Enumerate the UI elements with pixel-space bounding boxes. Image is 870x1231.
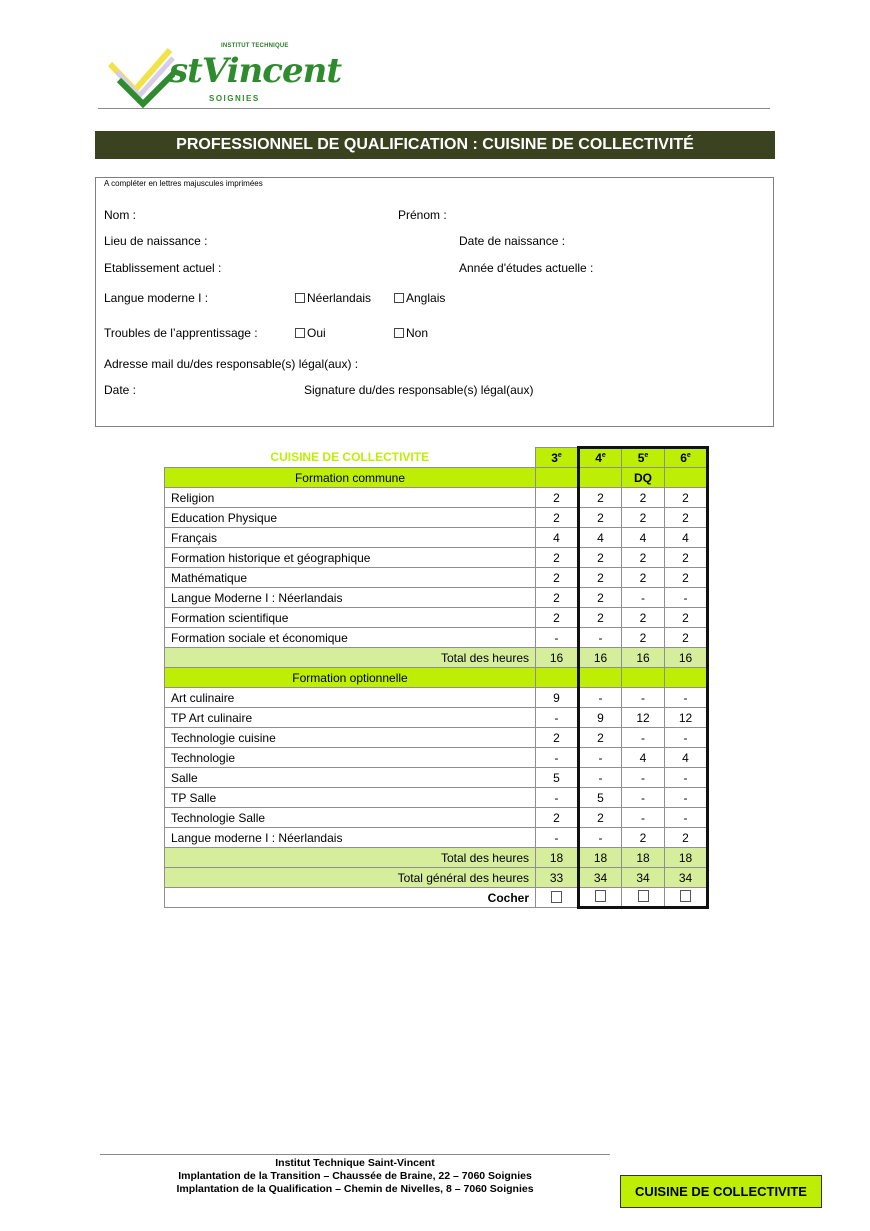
hours-value: 4 bbox=[622, 528, 665, 548]
form-instruction: A compléter en lettres majuscules imprimées bbox=[104, 179, 263, 188]
section-mark bbox=[536, 468, 579, 488]
checkbox-anglais[interactable] bbox=[394, 291, 445, 305]
logo-line1: INSTITUT TECHNIQUE bbox=[221, 43, 289, 49]
hours-value: - bbox=[536, 748, 579, 768]
subject-label: Langue moderne I : Néerlandais bbox=[165, 828, 536, 848]
table-row bbox=[165, 708, 708, 728]
total-value: 18 bbox=[665, 848, 708, 868]
hours-value: 4 bbox=[622, 748, 665, 768]
hours-value: - bbox=[536, 628, 579, 648]
hours-value: 2 bbox=[579, 608, 622, 628]
hours-value: 2 bbox=[665, 828, 708, 848]
hours-value: 2 bbox=[536, 608, 579, 628]
hours-value: - bbox=[622, 588, 665, 608]
hours-value: - bbox=[579, 828, 622, 848]
subject-label: TP Art culinaire bbox=[165, 708, 536, 728]
section-mark bbox=[579, 468, 622, 488]
hours-value: - bbox=[665, 728, 708, 748]
total-value: 18 bbox=[536, 848, 579, 868]
section-mark bbox=[622, 668, 665, 688]
grand-total-value: 33 bbox=[536, 868, 579, 888]
date-field[interactable]: Date : bbox=[104, 383, 137, 397]
hours-value: - bbox=[579, 688, 622, 708]
hours-value: 4 bbox=[536, 528, 579, 548]
year-header: 3e bbox=[536, 448, 579, 468]
footer-qualification-address: Implantation de la Qualification – Chemin de Nivelles, 8 – 7060 Soignies bbox=[176, 1183, 534, 1195]
hours-value: 2 bbox=[579, 548, 622, 568]
table-row bbox=[165, 688, 708, 708]
hours-value: 2 bbox=[579, 728, 622, 748]
total-row bbox=[165, 648, 708, 668]
header-divider bbox=[98, 108, 770, 109]
hours-value: 4 bbox=[665, 528, 708, 548]
hours-value: 2 bbox=[622, 568, 665, 588]
page-title: PROFESSIONNEL DE QUALIFICATION : CUISINE DE COLLECTIVITÉ bbox=[95, 131, 775, 159]
hours-value: 2 bbox=[665, 548, 708, 568]
subject-label: Religion bbox=[165, 488, 536, 508]
section-mark bbox=[579, 668, 622, 688]
total-value: 18 bbox=[579, 848, 622, 868]
checkbox-icon bbox=[295, 328, 305, 338]
annee-etudes-field[interactable]: Année d'études actuelle : bbox=[459, 261, 594, 275]
table-header-row bbox=[165, 448, 708, 468]
subject-label: Mathématique bbox=[165, 568, 536, 588]
hours-value: 2 bbox=[665, 608, 708, 628]
hours-value: 12 bbox=[665, 708, 708, 728]
table-row bbox=[165, 488, 708, 508]
hours-value: - bbox=[536, 828, 579, 848]
hours-value: 4 bbox=[665, 748, 708, 768]
section-badge: CUISINE DE COLLECTIVITE bbox=[620, 1175, 822, 1208]
hours-value: - bbox=[622, 768, 665, 788]
hours-value: - bbox=[536, 708, 579, 728]
logo-sub-text: SOIGNIES bbox=[209, 94, 260, 103]
langue-moderne-label: Langue moderne I : bbox=[104, 291, 209, 305]
hours-value: 2 bbox=[622, 608, 665, 628]
hours-value: 2 bbox=[536, 488, 579, 508]
table-row bbox=[165, 588, 708, 608]
table-row bbox=[165, 628, 708, 648]
total-row bbox=[165, 848, 708, 868]
subject-label: Salle bbox=[165, 768, 536, 788]
hours-value: - bbox=[622, 728, 665, 748]
lieu-naissance-field[interactable]: Lieu de naissance : bbox=[104, 234, 208, 248]
table-row bbox=[165, 808, 708, 828]
section-mark bbox=[536, 668, 579, 688]
option-label: Non bbox=[406, 326, 429, 340]
total-value: 16 bbox=[665, 648, 708, 668]
hours-value: 2 bbox=[665, 628, 708, 648]
checkbox-non[interactable] bbox=[394, 326, 428, 340]
etablissement-field[interactable]: Etablissement actuel : bbox=[104, 261, 222, 275]
hours-value: 4 bbox=[579, 528, 622, 548]
hours-value: 9 bbox=[536, 688, 579, 708]
option-label: Néerlandais bbox=[307, 291, 372, 305]
subject-label: TP Salle bbox=[165, 788, 536, 808]
checkbox-icon bbox=[295, 293, 305, 303]
table-title: CUISINE DE COLLECTIVITE bbox=[165, 448, 536, 468]
hours-value: - bbox=[536, 788, 579, 808]
footer-address bbox=[100, 1157, 610, 1196]
table-row bbox=[165, 828, 708, 848]
grand-total-value: 34 bbox=[579, 868, 622, 888]
year-header: 6e bbox=[665, 448, 708, 468]
cocher-checkbox-5e[interactable] bbox=[622, 888, 665, 908]
checkbox-icon bbox=[394, 293, 404, 303]
course-hours-table bbox=[164, 446, 709, 909]
hours-value: - bbox=[665, 788, 708, 808]
hours-value: 2 bbox=[665, 568, 708, 588]
hours-value: - bbox=[622, 688, 665, 708]
checkbox-oui[interactable] bbox=[295, 326, 326, 340]
footer-institute-name: Institut Technique Saint-Vincent bbox=[275, 1157, 435, 1169]
total-value: 18 bbox=[622, 848, 665, 868]
grand-total-label: Total général des heures bbox=[165, 868, 536, 888]
table-row bbox=[165, 608, 708, 628]
subject-label: Formation scientifique bbox=[165, 608, 536, 628]
checkbox-icon bbox=[595, 890, 606, 902]
table-row bbox=[165, 748, 708, 768]
option-label: Anglais bbox=[406, 291, 446, 305]
hours-value: 2 bbox=[536, 568, 579, 588]
total-value: 16 bbox=[579, 648, 622, 668]
hours-value: 2 bbox=[622, 488, 665, 508]
year-header: 4e bbox=[579, 448, 622, 468]
hours-value: 2 bbox=[665, 488, 708, 508]
hours-value: 2 bbox=[665, 508, 708, 528]
cocher-checkbox-4e[interactable] bbox=[579, 888, 622, 908]
hours-value: 5 bbox=[536, 768, 579, 788]
subject-label: Formation sociale et économique bbox=[165, 628, 536, 648]
formation-commune-rows bbox=[165, 488, 708, 648]
table-row bbox=[165, 728, 708, 748]
hours-value: 2 bbox=[622, 628, 665, 648]
subject-label: Education Physique bbox=[165, 508, 536, 528]
troubles-label: Troubles de l’apprentissage : bbox=[104, 326, 258, 340]
checkbox-neerlandais[interactable] bbox=[295, 291, 371, 305]
subject-label: Technologie Salle bbox=[165, 808, 536, 828]
cocher-checkbox-6e[interactable] bbox=[665, 888, 708, 908]
hours-value: - bbox=[665, 688, 708, 708]
dq-mark: DQ bbox=[622, 468, 665, 488]
hours-value: 2 bbox=[622, 548, 665, 568]
total-label: Total des heures bbox=[165, 848, 536, 868]
cocher-row bbox=[165, 888, 708, 908]
subject-label: Français bbox=[165, 528, 536, 548]
checkbox-icon bbox=[680, 890, 691, 902]
hours-value: 2 bbox=[579, 488, 622, 508]
hours-value: 2 bbox=[579, 508, 622, 528]
section-header-row bbox=[165, 668, 708, 688]
subject-label: Art culinaire bbox=[165, 688, 536, 708]
nom-field[interactable]: Nom : bbox=[104, 208, 137, 222]
section-header-row bbox=[165, 468, 708, 488]
footer-divider bbox=[100, 1154, 610, 1155]
subject-label: Formation historique et géographique bbox=[165, 548, 536, 568]
hours-value: - bbox=[579, 748, 622, 768]
hours-value: 12 bbox=[622, 708, 665, 728]
hours-value: - bbox=[665, 588, 708, 608]
hours-value: 2 bbox=[536, 588, 579, 608]
hours-value: 9 bbox=[579, 708, 622, 728]
hours-value: 2 bbox=[536, 508, 579, 528]
grand-total-row bbox=[165, 868, 708, 888]
checkbox-icon bbox=[394, 328, 404, 338]
hours-value: - bbox=[622, 788, 665, 808]
year-header: 5e bbox=[622, 448, 665, 468]
grand-total-value: 34 bbox=[622, 868, 665, 888]
hours-value: 2 bbox=[536, 728, 579, 748]
hours-value: 2 bbox=[579, 588, 622, 608]
table-row bbox=[165, 568, 708, 588]
adresse-mail-field[interactable]: Adresse mail du/des responsable(s) légal(aux) : bbox=[104, 357, 359, 371]
table-row bbox=[165, 768, 708, 788]
section-mark bbox=[665, 468, 708, 488]
hours-value: - bbox=[665, 768, 708, 788]
checkbox-icon bbox=[551, 891, 562, 903]
table-row bbox=[165, 528, 708, 548]
date-naissance-field[interactable]: Date de naissance : bbox=[459, 234, 566, 248]
total-value: 16 bbox=[622, 648, 665, 668]
cocher-label: Cocher bbox=[165, 888, 536, 908]
subject-label: Langue Moderne I : Néerlandais bbox=[165, 588, 536, 608]
logo-main-text: stVincent bbox=[169, 51, 342, 91]
hours-value: - bbox=[622, 808, 665, 828]
hours-value: 5 bbox=[579, 788, 622, 808]
option-label: Oui bbox=[307, 326, 326, 340]
hours-value: 2 bbox=[579, 568, 622, 588]
subject-label: Technologie cuisine bbox=[165, 728, 536, 748]
section-title: Formation commune bbox=[165, 468, 536, 488]
prenom-field[interactable]: Prénom : bbox=[398, 208, 447, 222]
hours-value: 2 bbox=[622, 508, 665, 528]
logo-wordmark bbox=[169, 40, 342, 108]
hours-value: 2 bbox=[536, 548, 579, 568]
section-title: Formation optionnelle bbox=[165, 668, 536, 688]
grand-total-value: 34 bbox=[665, 868, 708, 888]
hours-value: 2 bbox=[622, 828, 665, 848]
hours-value: 2 bbox=[579, 808, 622, 828]
logo-check-mark-icon bbox=[105, 42, 175, 108]
hours-value: - bbox=[579, 628, 622, 648]
checkbox-icon bbox=[638, 890, 649, 902]
hours-value: - bbox=[579, 768, 622, 788]
footer-transition-address: Implantation de la Transition – Chaussée de Braine, 22 – 7060 Soignies bbox=[178, 1170, 532, 1182]
school-logo bbox=[105, 40, 342, 108]
cocher-checkbox-3e[interactable] bbox=[536, 888, 579, 908]
total-value: 16 bbox=[536, 648, 579, 668]
formation-optionnelle-rows bbox=[165, 688, 708, 848]
hours-value: 2 bbox=[536, 808, 579, 828]
table-row bbox=[165, 548, 708, 568]
signature-field[interactable]: Signature du/des responsable(s) légal(aux) bbox=[304, 383, 534, 397]
table-row bbox=[165, 508, 708, 528]
subject-label: Technologie bbox=[165, 748, 536, 768]
table-row bbox=[165, 788, 708, 808]
hours-value: - bbox=[665, 808, 708, 828]
total-label: Total des heures bbox=[165, 648, 536, 668]
section-mark bbox=[665, 668, 708, 688]
